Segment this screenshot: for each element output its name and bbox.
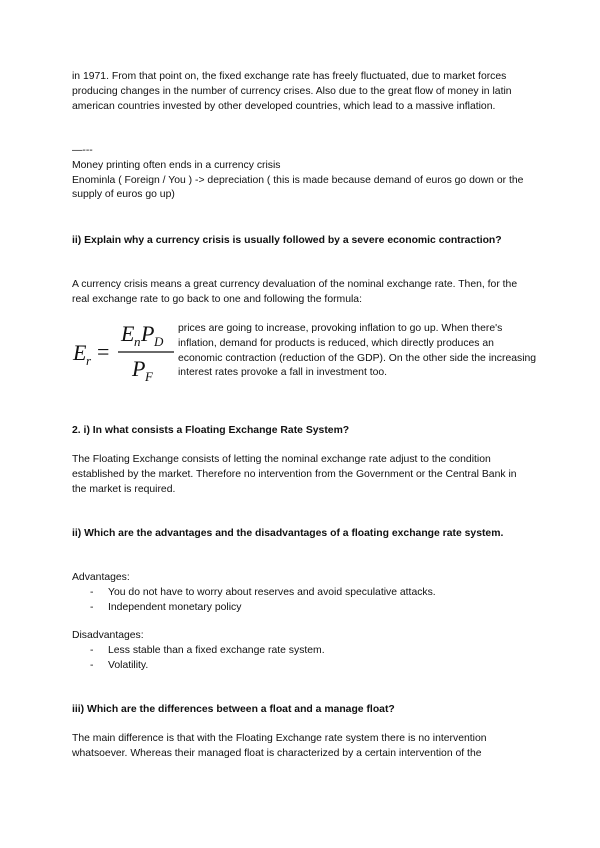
formula-num-a: E [121, 321, 135, 346]
formula-lhs: E [73, 340, 87, 365]
notes-line-1: Money printing often ends in a currency crisis [72, 159, 281, 171]
advantages-list [72, 586, 532, 616]
list-item: - Independent monetary policy [72, 601, 532, 616]
list-item: - You do not have to worry about reserves and avoid speculative attacks. [72, 586, 532, 601]
real-exchange-rate-formula [68, 318, 178, 386]
heading-q1-ii: ii) Explain why a currency crisis is usually followed by a severe economic contraction? [72, 235, 502, 246]
advantages-label: Advantages: [72, 572, 130, 583]
formula-lhs-sub: r [86, 353, 92, 368]
q2-iii-paragraph: The main difference is that with the Floating Exchange rate system there is no intervention whatsoever. Whereas their managed float is characterized by a certain intervention of the [72, 733, 487, 759]
disadvantages-label: Disadvantages: [72, 630, 144, 641]
disadvantages-list [72, 644, 532, 674]
formula-num-b-sub: D [154, 334, 164, 349]
formula-num-b: P [141, 321, 155, 346]
list-item: - Less stable than a fixed exchange rate system. [72, 644, 532, 659]
formula-explanation: prices are going to increase, provoking inflation to go up. When there's inflation, demand for products is reduced, which directly produces an economic contraction (reduction of the GDP). On the other side the increasing interest rates provoke a fall in investment too. [178, 323, 537, 379]
q2-i-paragraph: The Floating Exchange consists of letting the nominal exchange rate adjust to the condition established by the market. Therefore no intervention from the Government or the Central Bank in the market is required. [72, 454, 517, 495]
formula-equals: = [97, 339, 110, 364]
heading-q2-i: 2. i) In what consists a Floating Exchange Rate System? [72, 425, 350, 436]
intro-paragraph: in 1971. From that point on, the fixed exchange rate has freely fluctuated, due to market forces producing changes in the number of currency crises. Also due to the great flow of money in latin american countries invested by other developed countries, which lead to a massive inflation. [72, 71, 512, 112]
q1-ii-paragraph: A currency crisis means a great currency devaluation of the nominal exchange rate. Then, for the real exchange rate to go back to one and following the formula: [72, 279, 518, 305]
notes-separator: —--- [72, 145, 93, 156]
heading-q2-iii: iii) Which are the differences between a float and a manage float? [72, 704, 395, 715]
notes-block [72, 144, 532, 203]
advantages-block [72, 571, 532, 615]
formula-num-a-sub: n [134, 334, 141, 349]
notes-line-2: Enominla ( Foreign / You ) -> depreciation ( this is made because demand of euros go down or the supply of euros go up) [72, 174, 524, 201]
formula-den-sub: F [145, 369, 153, 384]
heading-q2-ii: ii) Which are the advantages and the disadvantages of a floating exchange rate system. [72, 528, 504, 539]
list-item: - Volatility. [72, 659, 532, 674]
disadvantages-block [72, 629, 532, 673]
formula-den: P [132, 356, 146, 381]
